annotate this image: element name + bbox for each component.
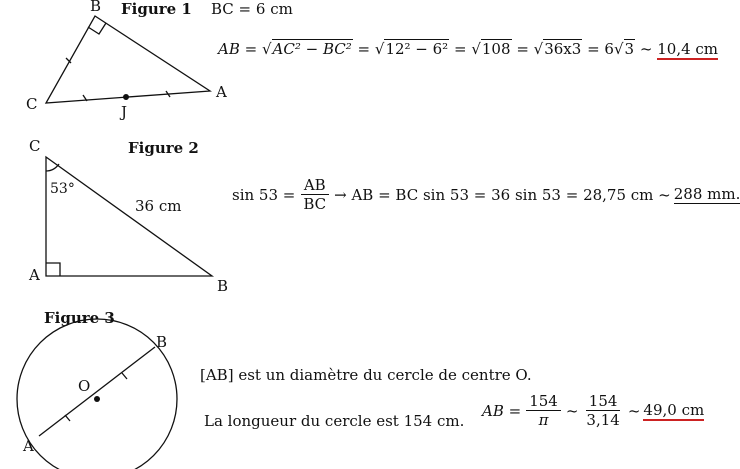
figure1-title: Figure 1 bbox=[121, 0, 192, 18]
figure1-eq-equals3: = bbox=[516, 40, 529, 58]
figure3-equation bbox=[482, 392, 704, 429]
figure3-eq-num2: 154 bbox=[586, 392, 621, 411]
figure2-label-a: A bbox=[29, 266, 40, 284]
figure3-eq-num1: 154 bbox=[526, 392, 561, 411]
figure2-eq-den: BC bbox=[303, 195, 327, 213]
figure1-eq-lhs: AB = bbox=[218, 40, 258, 58]
figure2-side-length: 36 cm bbox=[135, 197, 182, 215]
point-j bbox=[123, 94, 129, 100]
figure1-eq-root4: 36x3 bbox=[544, 40, 582, 58]
figure3-eq-lhs: AB = bbox=[482, 401, 522, 420]
tick-mark-ob bbox=[122, 373, 127, 379]
figure3-eq-den2: 3,14 bbox=[586, 411, 620, 429]
figure3-label-a: A bbox=[23, 437, 34, 455]
figure3-eq-fraction2 bbox=[583, 392, 622, 429]
figure2-eq-num: AB bbox=[301, 176, 329, 195]
figure2-title: Figure 2 bbox=[128, 139, 199, 157]
figure1-triangle bbox=[46, 16, 210, 103]
figure2-eq-lhs: sin 53 = bbox=[232, 185, 296, 204]
figure2-label-b: B bbox=[217, 277, 229, 295]
right-angle-mark-a bbox=[46, 263, 60, 276]
tick-mark-ao bbox=[65, 415, 70, 421]
figure1-eq-root1: AC² − BC² bbox=[272, 40, 352, 58]
figure3-circle bbox=[17, 319, 177, 469]
figure3-text-length: La longueur du cercle est 154 cm. bbox=[204, 412, 465, 430]
figure1-eq-root5: 3 bbox=[624, 40, 635, 58]
figure1-eq-equals4: = 6 bbox=[587, 40, 614, 58]
figure3-eq-approx1: ~ bbox=[565, 401, 579, 420]
figure1-label-b: B bbox=[90, 0, 102, 15]
circle-o bbox=[17, 319, 177, 469]
figure2-eq-rest: → AB = BC sin 53 = 36 sin 53 = 28,75 cm ~ bbox=[334, 185, 671, 204]
figure1-eq-equals2: = bbox=[453, 40, 467, 58]
figure1-label-c: C bbox=[26, 95, 38, 113]
figure3-text-diameter: [AB] est un diamètre du cercle de centre O. bbox=[200, 366, 532, 384]
figure3-eq-den1: π bbox=[538, 411, 549, 429]
figure2-eq-fraction bbox=[300, 176, 329, 213]
figure2-equation bbox=[232, 176, 740, 213]
figure2-label-c: C bbox=[29, 137, 41, 155]
figure1-given: BC = 6 cm bbox=[211, 0, 293, 18]
figure3-eq-fraction1 bbox=[526, 392, 561, 429]
figure1-label-a: A bbox=[216, 83, 227, 101]
figure1-label-j: J bbox=[121, 103, 128, 121]
point-o bbox=[94, 396, 100, 402]
triangle-bca bbox=[46, 16, 210, 103]
figure2-angle: 53° bbox=[50, 181, 75, 197]
figure1-eq-equals1: = bbox=[357, 40, 371, 58]
figure3-eq-result: 49,0 cm bbox=[643, 400, 705, 419]
diameter-ab bbox=[39, 347, 155, 436]
figure1-eq-approx: ~ bbox=[639, 40, 653, 58]
figure2-triangle bbox=[46, 157, 212, 276]
figure3-eq-approx2: ~ bbox=[627, 401, 641, 420]
figure1-eq-root3: 108 bbox=[481, 40, 511, 58]
figure2-eq-result: 288 mm. bbox=[673, 185, 740, 203]
triangle-cab bbox=[46, 157, 212, 276]
figure3-label-o: O bbox=[78, 377, 91, 395]
figure1-equation: AB = √AC² − BC² = √12² − 6² = √108 = √36x3 = 6√3 ~ 10,4 cm bbox=[218, 40, 719, 58]
figure1-eq-root2: 12² − 6² bbox=[385, 40, 449, 58]
figure3-title: Figure 3 bbox=[44, 309, 115, 327]
figure3-label-b: B bbox=[156, 333, 168, 351]
figure1-eq-result: 10,4 cm bbox=[657, 40, 719, 58]
